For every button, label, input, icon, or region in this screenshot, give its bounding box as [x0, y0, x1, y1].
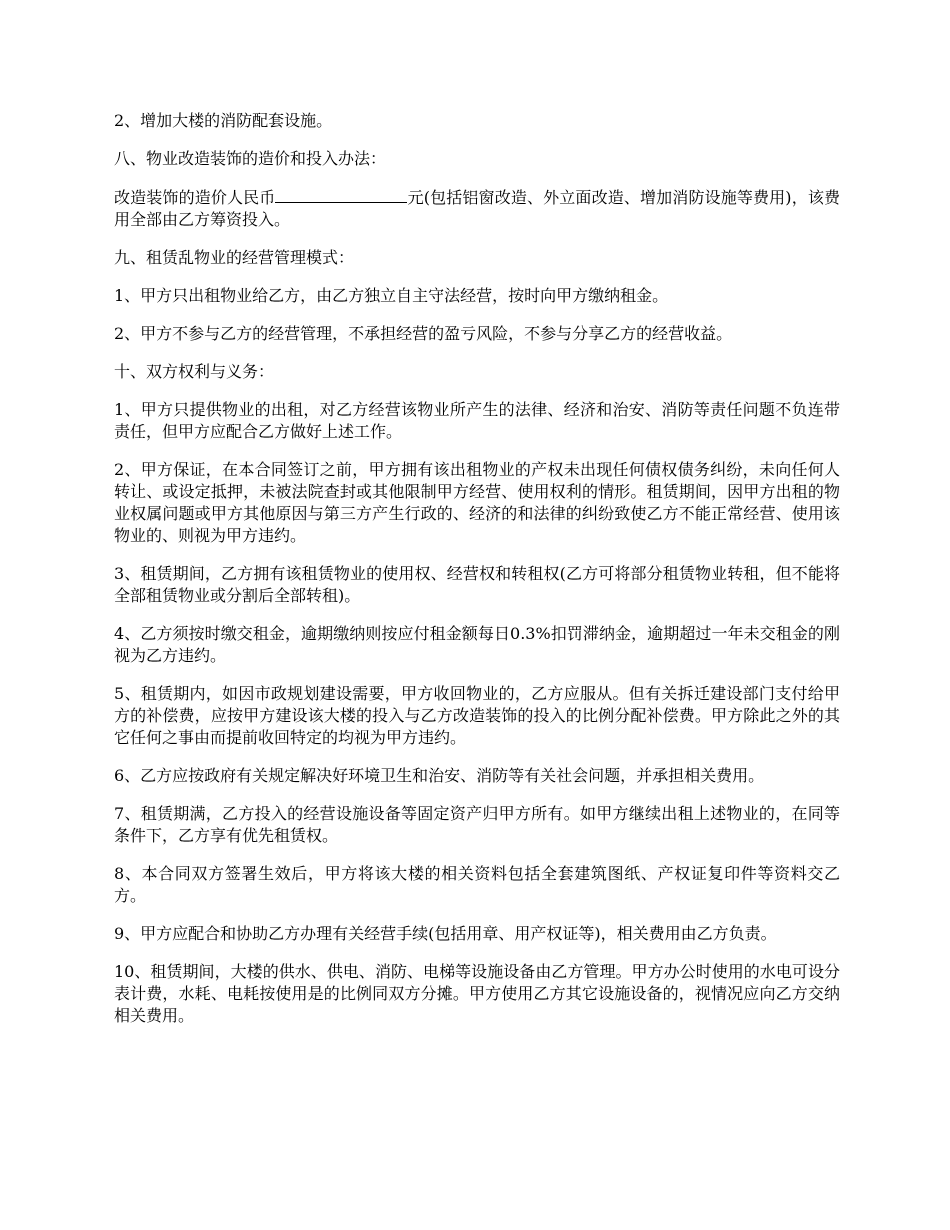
paragraph: 1、甲方只出租物业给乙方，由乙方独立自主守法经营，按时向甲方缴纳租金。	[114, 286, 669, 305]
paragraph: 7、租赁期满，乙方投入的经营设施设备等固定资产归甲方所有。如甲方继续出租上述物业的，在同等条件下，乙方享有优先租赁权。	[114, 804, 840, 845]
paragraph: 8、本合同双方签署生效后，甲方将该大楼的相关资料包括全套建筑图纸、产权证复印件等资料交乙方。	[114, 864, 840, 905]
document-page	[114, 110, 840, 1043]
paragraph: 3、租赁期间，乙方拥有该租赁物业的使用权、经营权和转租权(乙方可将部分租赁物业转租，但不能将全部租赁物业或分割后全部转租)。	[114, 564, 840, 605]
amount-blank	[275, 186, 407, 203]
paragraph: 1、甲方只提供物业的出租，对乙方经营该物业所产生的法律、经济和治安、消防等责任问题不负连带责任，但甲方应配合乙方做好上述工作。	[114, 400, 840, 441]
paragraph: 5、租赁期内，如因市政规划建设需要，甲方收回物业的，乙方应服从。但有关拆迁建设部门支付给甲方的补偿费，应按甲方建设该大楼的投入与乙方改造装饰的投入的比例分配补偿费。甲方除此之外的其它任何之事由而提前收回特定的均视为甲方违约。	[114, 684, 840, 747]
section-heading-9: 九、租赁乱物业的经营管理模式：	[114, 248, 355, 267]
paragraph: 2、增加大楼的消防配套设施。	[114, 111, 333, 130]
paragraph: 9、甲方应配合和协助乙方办理有关经营手续(包括用章、用产权证等)，相关费用由乙方负责。	[114, 924, 777, 943]
paragraph: 2、甲方保证，在本合同签订之前，甲方拥有该出租物业的产权未出现任何债权债务纠纷，未向任何人转让、或设定抵押，未被法院查封或其他限制甲方经营、使用权利的情形。租赁期间，因甲方出租的物业权属问题或甲方其他原因与第三方产生行政的、经济的和法律的纠纷致使乙方不能正常经营、使用该物业的、则视为甲方违约。	[114, 460, 840, 545]
cost-clause-prefix: 改造装饰的造价人民币	[114, 188, 276, 207]
paragraph: 6、乙方应按政府有关规定解决好环境卫生和治安、消防等有关社会问题，并承担相关费用。	[114, 766, 765, 785]
paragraph: 4、乙方须按时缴交租金，逾期缴纳则按应付租金额每日0.3%扣罚滞纳金，逾期超过一年未交租金的刚视为乙方违约。	[114, 624, 840, 665]
section-heading-10: 十、双方权利与义务：	[114, 362, 275, 381]
cost-clause	[114, 186, 840, 231]
paragraph: 2、甲方不参与乙方的经营管理，不承担经营的盈亏风险，不参与分享乙方的经营收益。	[114, 324, 733, 343]
cost-clause-suffix: 元(包括铝窗改造、外立面改造、增加消防设施等费用)，该费用全部由乙方筹资投入。	[114, 188, 840, 229]
paragraph: 10、租赁期间，大楼的供水、供电、消防、电梯等设施设备由乙方管理。甲方办公时使用的水电可设分表计费，水耗、电耗按使用是的比例同双方分摊。甲方使用乙方其它设施设备的，视情况应向乙方交纳相关费用。	[114, 962, 840, 1025]
section-heading-8: 八、物业改造装饰的造价和投入办法：	[114, 149, 387, 168]
